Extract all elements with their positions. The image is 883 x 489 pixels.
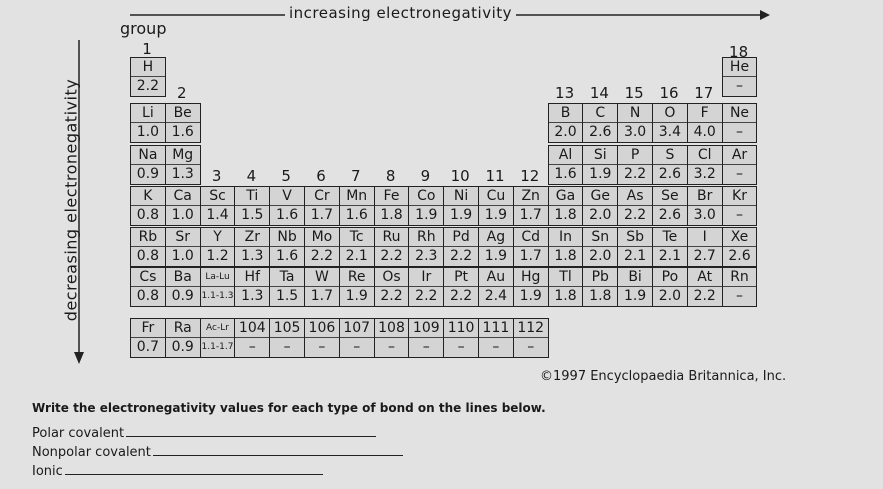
element-symbol: V [282,188,292,204]
group-number: 17 [694,84,714,102]
electronegativity-value: 2.2 [409,286,443,306]
element-symbol: Si [593,147,607,163]
element-cell [617,227,653,267]
element-cell [687,186,723,226]
electronegativity-value: 1.9 [479,205,513,225]
electronegativity-value: 2.6 [653,205,687,225]
electronegativity-value: 1.4 [201,205,235,225]
element-symbol: 110 [447,320,475,336]
element-symbol: Ta [279,269,295,285]
element-cell [130,318,166,358]
electronegativity-value: 2.2 [375,246,409,266]
element-symbol: Tc [349,229,364,245]
element-cell [374,267,410,307]
electronegativity-value: 1.7 [305,286,339,306]
element-cell [687,267,723,307]
electronegativity-value: 1.7 [514,205,548,225]
electronegativity-value: 2.7 [688,246,722,266]
electronegativity-value: 1.7 [305,205,339,225]
element-symbol: Pb [591,269,609,285]
group-number: 7 [351,167,361,185]
electronegativity-value: 3.0 [688,205,722,225]
element-cell [165,267,201,307]
element-cell [339,318,375,358]
element-symbol: Mg [172,147,194,163]
element-cell [165,103,201,143]
element-cell [478,318,514,358]
element-symbol: Ir [421,269,432,285]
element-symbol: N [629,105,641,121]
element-symbol: Rn [730,269,749,285]
electronegativity-value: 0.7 [131,337,165,357]
electronegativity-value: 1.6 [549,164,583,184]
element-symbol: Hg [520,269,541,285]
group-number: 1 [142,40,152,58]
electronegativity-value: 2.1 [618,246,652,266]
electronegativity-value: 0.9 [166,337,200,357]
element-cell [687,103,723,143]
element-cell [582,267,618,307]
polar-covalent-label: Polar covalent [32,426,125,441]
element-cell [582,103,618,143]
element-symbol: Pd [452,229,470,245]
element-cell [722,57,758,97]
electronegativity-value: 1.0 [166,205,200,225]
element-cell [478,267,514,307]
electronegativity-value: 1.6 [270,246,304,266]
electronegativity-value: 2.2 [305,246,339,266]
electronegativity-value: 0.9 [166,286,200,306]
electronegativity-value: 1.9 [409,205,443,225]
element-cell [722,145,758,185]
electronegativity-value: 2.0 [583,246,617,266]
element-cell [513,267,549,307]
element-symbol: Ni [453,188,469,204]
element-cell [548,227,584,267]
element-symbol: Hf [244,269,261,285]
element-symbol: At [697,269,713,285]
element-symbol: Au [486,269,506,285]
element-cell [478,227,514,267]
electronegativity-value: 4.0 [688,122,722,142]
element-cell [722,103,758,143]
electronegativity-value: 2.1 [340,246,374,266]
element-cell [234,267,270,307]
polar-covalent-answer-line[interactable] [126,424,376,437]
group-number: 3 [211,167,222,185]
element-cell [617,186,653,226]
element-cell [722,267,758,307]
electronegativity-value: 0.9 [131,164,165,184]
electronegativity-value: 1.9 [444,205,478,225]
element-symbol: Po [661,269,679,285]
group-number: 5 [281,167,291,185]
element-symbol: K [143,188,153,204]
element-symbol: He [729,59,750,75]
electronegativity-value: – [235,337,269,357]
electronegativity-value: 2.2 [131,76,165,96]
electronegativity-value: 1.7 [514,246,548,266]
electronegativity-value: 1.0 [166,246,200,266]
element-symbol: Ca [173,188,192,204]
element-cell [408,318,444,358]
electronegativity-value: 2.0 [653,286,687,306]
electronegativity-value: 1.2 [201,246,235,266]
element-cell [652,186,688,226]
element-symbol: Tl [559,269,572,285]
electronegativity-value: 2.2 [444,286,478,306]
element-symbol: Ar [731,147,748,163]
element-cell [165,145,201,185]
element-symbol: Te [662,229,678,245]
element-cell [617,103,653,143]
electronegativity-value: 1.3 [166,164,200,184]
element-symbol: Ba [173,269,192,285]
element-cell [408,267,444,307]
element-symbol: 107 [343,320,371,336]
electronegativity-value: 1.8 [583,286,617,306]
electronegativity-value: 1.9 [618,286,652,306]
electronegativity-value: 2.6 [723,246,757,266]
element-cell [548,103,584,143]
side-axis-label: decreasing electronegativity [61,78,81,322]
element-symbol: Ti [246,188,259,204]
element-symbol: W [314,269,329,285]
element-symbol: Rh [416,229,436,245]
element-symbol: F [700,105,709,121]
element-symbol: Br [697,188,713,204]
element-symbol: Y [213,229,222,245]
electronegativity-value: – [444,337,478,357]
electronegativity-value: 0.8 [131,286,165,306]
element-cell [165,318,201,358]
element-symbol: 111 [482,320,510,336]
element-symbol: Zn [521,188,540,204]
element-cell [165,227,201,267]
element-symbol: 109 [412,320,440,336]
electronegativity-value: 3.0 [618,122,652,142]
group-number: 16 [659,84,679,102]
element-cell [687,227,723,267]
electronegativity-value: 2.2 [375,286,409,306]
electronegativity-value: 1.9 [514,286,548,306]
group-number: 13 [555,84,575,102]
element-symbol: Li [142,105,154,121]
element-symbol: Kr [732,188,747,204]
element-symbol: 104 [238,320,266,336]
element-cell [513,186,549,226]
element-symbol: Ne [729,105,750,121]
electronegativity-value: 1.8 [375,205,409,225]
element-symbol: I [702,229,707,245]
element-cell [617,145,653,185]
element-cell [269,227,305,267]
element-symbol: Fe [383,188,400,204]
electronegativity-value: 1.3 [235,246,269,266]
element-symbol: Na [138,147,158,163]
element-cell [582,145,618,185]
element-cell [130,103,166,143]
element-symbol: S [665,147,675,163]
element-cell [234,227,270,267]
element-cell [339,227,375,267]
electronegativity-value: – [375,337,409,357]
element-symbol: Zr [244,229,260,245]
electronegativity-value: 1.0 [131,122,165,142]
element-cell [548,145,584,185]
element-symbol: Co [417,188,436,204]
element-symbol: Sr [175,229,191,245]
electronegativity-value: 2.1 [653,246,687,266]
element-cell [374,186,410,226]
element-symbol: Cs [139,269,157,285]
ionic-answer-line[interactable] [65,462,323,475]
element-cell [374,318,410,358]
element-cell [130,57,166,97]
element-symbol: Be [173,105,192,121]
element-cell [200,186,236,226]
element-cell [443,227,479,267]
element-cell [304,267,340,307]
element-symbol: Fr [141,320,155,336]
element-cell [513,318,549,358]
element-symbol: Al [558,147,573,163]
electronegativity-value: 1.6 [166,122,200,142]
element-cell [304,227,340,267]
element-symbol: Ac-Lr [206,323,229,333]
group-number: 8 [385,167,396,185]
group-number: 4 [246,167,257,185]
element-cell [200,267,236,307]
element-cell [652,103,688,143]
element-cell [234,318,270,358]
electronegativity-value: 2.6 [583,122,617,142]
element-cell [339,267,375,307]
element-symbol: Ga [555,188,576,204]
element-symbol: Mo [311,229,333,245]
element-cell [408,186,444,226]
group-number: 12 [520,167,540,185]
element-symbol: Ag [486,229,506,245]
element-cell [478,186,514,226]
electronegativity-value: – [409,337,443,357]
electronegativity-value: 3.2 [688,164,722,184]
element-cell [130,145,166,185]
group-number: 18 [729,43,749,61]
element-cell [200,227,236,267]
element-symbol: Xe [730,229,749,245]
electronegativity-value: – [723,164,757,184]
nonpolar-covalent-answer-line[interactable] [153,443,403,456]
element-cell [652,267,688,307]
electronegativity-value: – [723,76,757,96]
element-symbol: Se [661,188,679,204]
element-symbol: P [630,147,640,163]
element-cell [513,227,549,267]
electronegativity-value: – [723,205,757,225]
ionic-row [32,462,323,479]
electronegativity-value: – [340,337,374,357]
electronegativity-value: 1.9 [479,246,513,266]
nonpolar-covalent-row [32,443,403,460]
electronegativity-value: 3.4 [653,122,687,142]
element-cell [617,267,653,307]
electronegativity-value: 2.2 [444,246,478,266]
element-symbol: Pt [454,269,469,285]
element-cell [652,145,688,185]
group-number: 2 [177,84,187,102]
group-number: 11 [485,167,505,185]
electronegativity-value: 2.3 [409,246,443,266]
electronegativity-value: – [723,286,757,306]
element-cell [130,186,166,226]
electronegativity-value: – [305,337,339,357]
element-cell [722,186,758,226]
electronegativity-value: 2.2 [618,164,652,184]
element-cell [548,186,584,226]
electronegativity-value: 1.8 [549,246,583,266]
electronegativity-value: 1.5 [235,205,269,225]
element-cell [269,267,305,307]
electronegativity-value: 1.1-1.3 [201,286,235,306]
element-symbol: Ra [173,320,192,336]
electronegativity-value: – [479,337,513,357]
element-cell [443,267,479,307]
worksheet-instruction: Write the electronegativity values for each type of bond on the lines below. [32,401,546,415]
electronegativity-value: 1.9 [583,164,617,184]
electronegativity-value: – [270,337,304,357]
electronegativity-value: 0.8 [131,246,165,266]
nonpolar-covalent-label: Nonpolar covalent [32,445,151,460]
group-number: 9 [420,167,431,185]
element-symbol: Sb [626,229,644,245]
element-symbol: As [626,188,644,204]
element-symbol: B [560,105,571,121]
polar-covalent-row [32,424,376,441]
element-cell [269,318,305,358]
element-symbol: Os [382,269,401,285]
element-symbol: H [142,59,154,75]
group-number: 6 [316,167,326,185]
element-cell [130,227,166,267]
electronegativity-value: 2.2 [618,205,652,225]
electronegativity-value: – [514,337,548,357]
group-label: group [120,19,167,38]
element-cell [687,145,723,185]
element-symbol: Mn [346,188,368,204]
electronegativity-value: 1.8 [549,286,583,306]
element-cell [269,186,305,226]
element-symbol: Cl [697,147,712,163]
element-cell [582,227,618,267]
group-number: 14 [589,84,609,102]
element-symbol: 105 [273,320,301,336]
element-symbol: Cr [314,188,330,204]
element-cell [234,186,270,226]
element-symbol: La-Lu [205,272,230,282]
element-cell [374,227,410,267]
electronegativity-value: 2.2 [688,286,722,306]
element-symbol: Cd [521,229,541,245]
electronegativity-value: 1.5 [270,286,304,306]
electronegativity-value: 1.6 [340,205,374,225]
element-cell [548,267,584,307]
electronegativity-value: – [723,122,757,142]
electronegativity-value: 1.1-1.7 [201,337,235,357]
electronegativity-value: 2.0 [549,122,583,142]
electronegativity-value: 2.0 [583,205,617,225]
top-axis-label: increasing electronegativity [285,4,516,22]
element-symbol: Bi [628,269,642,285]
group-number: 10 [450,167,470,185]
electronegativity-value: 1.3 [235,286,269,306]
element-cell [304,318,340,358]
element-symbol: In [558,229,572,245]
electronegativity-value: 2.4 [479,286,513,306]
copyright-notice: ©1997 Encyclopaedia Britannica, Inc. [540,369,787,384]
element-symbol: Re [347,269,366,285]
element-symbol: Ge [590,188,611,204]
element-cell [652,227,688,267]
electronegativity-value: 1.8 [549,205,583,225]
ionic-label: Ionic [32,464,63,479]
electronegativity-value: 1.9 [340,286,374,306]
element-cell [165,186,201,226]
element-cell [408,227,444,267]
element-symbol: O [664,105,676,121]
element-cell [722,227,758,267]
element-cell [130,267,166,307]
element-cell [443,186,479,226]
element-symbol: Rb [138,229,158,245]
element-cell [339,186,375,226]
element-cell [582,186,618,226]
element-cell [200,318,236,358]
element-cell [443,318,479,358]
electronegativity-value: 1.6 [270,205,304,225]
electronegativity-value: 2.6 [653,164,687,184]
element-symbol: Sc [209,188,226,204]
element-symbol: 106 [308,320,336,336]
electronegativity-value: 0.8 [131,205,165,225]
group-number: 15 [624,84,644,102]
element-cell [304,186,340,226]
element-symbol: C [595,105,606,121]
element-symbol: 108 [378,320,405,336]
element-symbol: Cu [486,188,506,204]
element-symbol: Nb [277,229,297,245]
element-symbol: 112 [517,320,545,336]
element-symbol: Sn [591,229,610,245]
element-symbol: Ru [382,229,401,245]
